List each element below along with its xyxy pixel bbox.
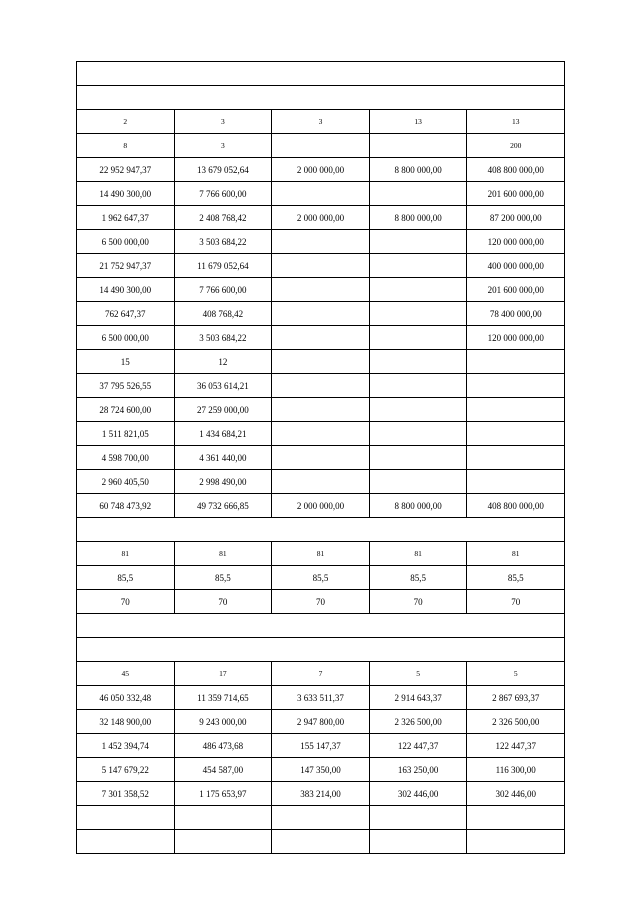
table-cell: 85,5 bbox=[77, 566, 175, 590]
table-row bbox=[77, 566, 565, 590]
table-cell: 2 000 000,00 bbox=[272, 494, 370, 518]
table-cell: 8 800 000,00 bbox=[369, 158, 467, 182]
table-cell: 116 300,00 bbox=[467, 758, 565, 782]
table-row bbox=[77, 398, 565, 422]
table-cell: 5 147 679,22 bbox=[77, 758, 175, 782]
table-cell: 1 434 684,21 bbox=[174, 422, 272, 446]
table-row bbox=[77, 350, 565, 374]
table-body bbox=[77, 62, 565, 854]
table-cell: 2 998 490,00 bbox=[174, 470, 272, 494]
table-cell: 7 301 358,52 bbox=[77, 782, 175, 806]
table-cell: 201 600 000,00 bbox=[467, 278, 565, 302]
table-row bbox=[77, 734, 565, 758]
table-cell bbox=[369, 350, 467, 374]
table-row bbox=[77, 662, 565, 686]
table-cell: 21 752 947,37 bbox=[77, 254, 175, 278]
table-cell: 60 748 473,92 bbox=[77, 494, 175, 518]
table-cell: 408 800 000,00 bbox=[467, 494, 565, 518]
table-cell: 70 bbox=[77, 590, 175, 614]
table-cell bbox=[272, 302, 370, 326]
table-cell bbox=[77, 62, 565, 86]
table-row bbox=[77, 302, 565, 326]
table-cell: 15 bbox=[77, 350, 175, 374]
table-cell: 2 947 800,00 bbox=[272, 710, 370, 734]
table-cell bbox=[467, 470, 565, 494]
data-table bbox=[76, 61, 565, 854]
table-cell: 81 bbox=[467, 542, 565, 566]
table-cell bbox=[174, 806, 272, 830]
table-cell bbox=[272, 254, 370, 278]
table-cell bbox=[369, 830, 467, 854]
table-cell: 85,5 bbox=[467, 566, 565, 590]
table-cell bbox=[77, 830, 175, 854]
table-cell: 147 350,00 bbox=[272, 758, 370, 782]
table-cell: 2 326 500,00 bbox=[369, 710, 467, 734]
table-row bbox=[77, 326, 565, 350]
table-cell bbox=[174, 830, 272, 854]
table-cell: 6 500 000,00 bbox=[77, 326, 175, 350]
table-cell: 70 bbox=[174, 590, 272, 614]
table-cell: 11 359 714,65 bbox=[174, 686, 272, 710]
table-cell bbox=[369, 806, 467, 830]
table-cell: 1 452 394,74 bbox=[77, 734, 175, 758]
table-cell: 36 053 614,21 bbox=[174, 374, 272, 398]
table-cell: 49 732 666,85 bbox=[174, 494, 272, 518]
table-cell: 5 bbox=[369, 662, 467, 686]
table-cell bbox=[467, 374, 565, 398]
table-cell: 85,5 bbox=[174, 566, 272, 590]
table-cell bbox=[77, 518, 565, 542]
table-cell: 9 243 000,00 bbox=[174, 710, 272, 734]
table-cell: 1 511 821,05 bbox=[77, 422, 175, 446]
table-cell: 302 446,00 bbox=[467, 782, 565, 806]
table-row bbox=[77, 542, 565, 566]
table-row bbox=[77, 230, 565, 254]
table-cell bbox=[272, 422, 370, 446]
table-cell: 120 000 000,00 bbox=[467, 230, 565, 254]
table-row bbox=[77, 494, 565, 518]
table-cell: 400 000 000,00 bbox=[467, 254, 565, 278]
table-cell: 2 000 000,00 bbox=[272, 158, 370, 182]
table-cell bbox=[369, 374, 467, 398]
table-row bbox=[77, 710, 565, 734]
table-cell: 7 766 600,00 bbox=[174, 278, 272, 302]
table-cell: 37 795 526,55 bbox=[77, 374, 175, 398]
table-cell bbox=[467, 446, 565, 470]
table-cell: 70 bbox=[467, 590, 565, 614]
table-cell: 454 587,00 bbox=[174, 758, 272, 782]
table-cell bbox=[369, 254, 467, 278]
table-cell: 3 633 511,37 bbox=[272, 686, 370, 710]
table-cell bbox=[77, 86, 565, 110]
table-cell: 163 250,00 bbox=[369, 758, 467, 782]
table-cell bbox=[272, 398, 370, 422]
table-cell: 11 679 052,64 bbox=[174, 254, 272, 278]
table-cell bbox=[369, 134, 467, 158]
table-cell: 46 050 332,48 bbox=[77, 686, 175, 710]
table-cell bbox=[369, 470, 467, 494]
table-cell: 122 447,37 bbox=[467, 734, 565, 758]
section-row bbox=[77, 62, 565, 86]
table-cell: 5 bbox=[467, 662, 565, 686]
table-cell bbox=[272, 182, 370, 206]
table-cell: 3 bbox=[174, 110, 272, 134]
table-cell: 13 679 052,64 bbox=[174, 158, 272, 182]
table-row bbox=[77, 110, 565, 134]
table-cell: 81 bbox=[77, 542, 175, 566]
table-cell bbox=[369, 422, 467, 446]
table-cell: 32 148 900,00 bbox=[77, 710, 175, 734]
table-cell bbox=[272, 470, 370, 494]
table-cell: 2 960 405,50 bbox=[77, 470, 175, 494]
table-cell: 22 952 947,37 bbox=[77, 158, 175, 182]
table-cell: 8 bbox=[77, 134, 175, 158]
table-row bbox=[77, 806, 565, 830]
table-cell: 70 bbox=[369, 590, 467, 614]
table-row bbox=[77, 254, 565, 278]
table-cell: 8 800 000,00 bbox=[369, 494, 467, 518]
table-cell: 155 147,37 bbox=[272, 734, 370, 758]
table-cell: 762 647,37 bbox=[77, 302, 175, 326]
table-cell: 13 bbox=[369, 110, 467, 134]
table-cell bbox=[369, 278, 467, 302]
table-cell: 27 259 000,00 bbox=[174, 398, 272, 422]
table-cell: 201 600 000,00 bbox=[467, 182, 565, 206]
table-cell: 28 724 600,00 bbox=[77, 398, 175, 422]
table-cell: 85,5 bbox=[369, 566, 467, 590]
table-cell: 122 447,37 bbox=[369, 734, 467, 758]
table-cell bbox=[467, 830, 565, 854]
table-cell: 120 000 000,00 bbox=[467, 326, 565, 350]
table-row bbox=[77, 134, 565, 158]
table-row bbox=[77, 158, 565, 182]
table-cell: 4 598 700,00 bbox=[77, 446, 175, 470]
table-cell: 14 490 300,00 bbox=[77, 182, 175, 206]
table-cell bbox=[272, 326, 370, 350]
table-cell: 3 bbox=[174, 134, 272, 158]
table-cell: 4 361 440,00 bbox=[174, 446, 272, 470]
table-cell bbox=[467, 422, 565, 446]
table-cell: 1 962 647,37 bbox=[77, 206, 175, 230]
table-row bbox=[77, 446, 565, 470]
table-row bbox=[77, 782, 565, 806]
table-cell: 408 768,42 bbox=[174, 302, 272, 326]
table-cell bbox=[272, 446, 370, 470]
table-cell: 6 500 000,00 bbox=[77, 230, 175, 254]
section-row bbox=[77, 518, 565, 542]
table-cell bbox=[77, 638, 565, 662]
table-row bbox=[77, 182, 565, 206]
table-row bbox=[77, 686, 565, 710]
section-row bbox=[77, 638, 565, 662]
table-row bbox=[77, 830, 565, 854]
table-cell: 408 800 000,00 bbox=[467, 158, 565, 182]
table-cell: 2 408 768,42 bbox=[174, 206, 272, 230]
table-cell: 45 bbox=[77, 662, 175, 686]
table-cell: 7 766 600,00 bbox=[174, 182, 272, 206]
section-row bbox=[77, 614, 565, 638]
table-cell bbox=[369, 398, 467, 422]
table-row bbox=[77, 278, 565, 302]
table-cell: 81 bbox=[174, 542, 272, 566]
table-cell: 2 867 693,37 bbox=[467, 686, 565, 710]
table-cell bbox=[467, 398, 565, 422]
table-cell bbox=[272, 350, 370, 374]
table-row bbox=[77, 422, 565, 446]
table-cell bbox=[467, 806, 565, 830]
table-cell: 2 bbox=[77, 110, 175, 134]
table-row bbox=[77, 758, 565, 782]
table-cell: 2 000 000,00 bbox=[272, 206, 370, 230]
table-cell: 12 bbox=[174, 350, 272, 374]
table-cell: 17 bbox=[174, 662, 272, 686]
table-cell: 87 200 000,00 bbox=[467, 206, 565, 230]
table-cell: 78 400 000,00 bbox=[467, 302, 565, 326]
table-cell bbox=[272, 830, 370, 854]
table-cell bbox=[369, 446, 467, 470]
table-cell: 70 bbox=[272, 590, 370, 614]
table-cell bbox=[369, 182, 467, 206]
table-cell bbox=[272, 278, 370, 302]
table-cell: 383 214,00 bbox=[272, 782, 370, 806]
table-cell: 3 503 684,22 bbox=[174, 230, 272, 254]
table-row bbox=[77, 374, 565, 398]
table-row bbox=[77, 470, 565, 494]
table-cell: 1 175 653,97 bbox=[174, 782, 272, 806]
section-row bbox=[77, 86, 565, 110]
table-row bbox=[77, 590, 565, 614]
table-cell bbox=[272, 134, 370, 158]
table-cell: 2 914 643,37 bbox=[369, 686, 467, 710]
table-cell bbox=[272, 374, 370, 398]
table-cell bbox=[369, 326, 467, 350]
table-cell bbox=[272, 806, 370, 830]
table-cell: 486 473,68 bbox=[174, 734, 272, 758]
table-cell bbox=[369, 302, 467, 326]
table-cell: 7 bbox=[272, 662, 370, 686]
table-cell bbox=[369, 230, 467, 254]
table-cell: 3 bbox=[272, 110, 370, 134]
table-cell: 81 bbox=[272, 542, 370, 566]
table-cell bbox=[77, 806, 175, 830]
table-cell bbox=[272, 230, 370, 254]
table-cell: 8 800 000,00 bbox=[369, 206, 467, 230]
table-cell: 13 bbox=[467, 110, 565, 134]
table-cell bbox=[467, 350, 565, 374]
table-cell bbox=[77, 614, 565, 638]
table-cell: 85,5 bbox=[272, 566, 370, 590]
table-cell: 200 bbox=[467, 134, 565, 158]
table-cell: 2 326 500,00 bbox=[467, 710, 565, 734]
table-cell: 81 bbox=[369, 542, 467, 566]
table-cell: 3 503 684,22 bbox=[174, 326, 272, 350]
table-row bbox=[77, 206, 565, 230]
table-cell: 302 446,00 bbox=[369, 782, 467, 806]
table-cell: 14 490 300,00 bbox=[77, 278, 175, 302]
